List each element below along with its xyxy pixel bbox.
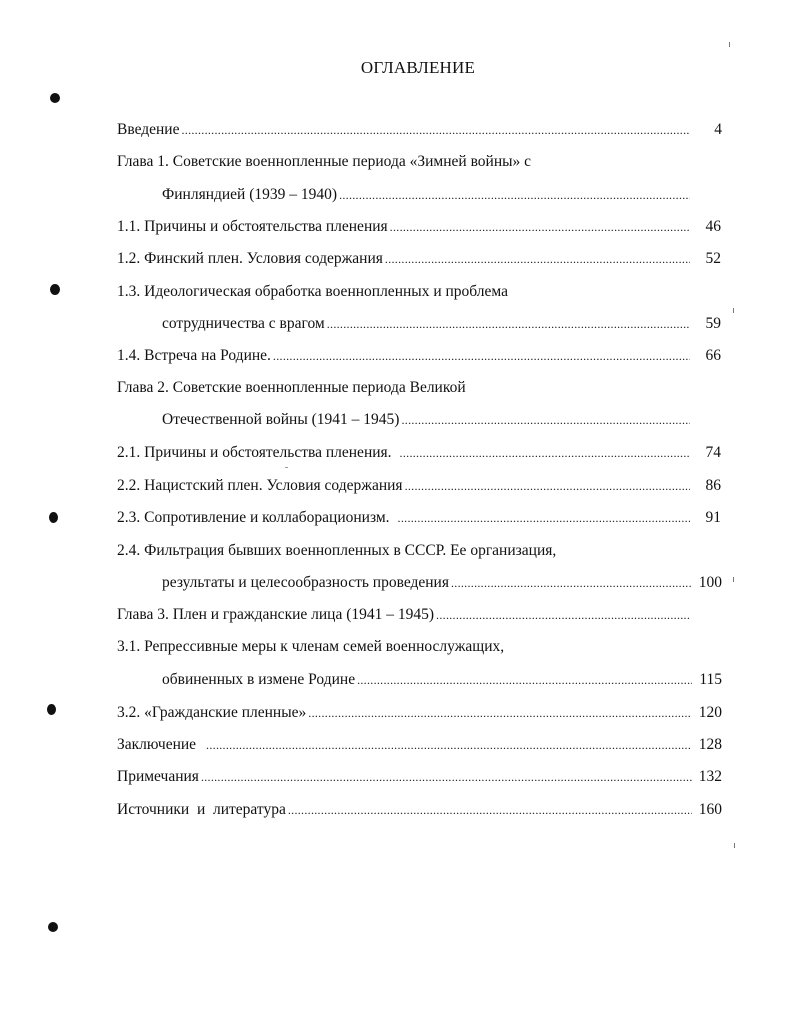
toc-entry xyxy=(0,572,793,594)
scan-speck xyxy=(734,843,735,848)
dot-leader xyxy=(308,702,692,724)
toc-entry xyxy=(0,734,793,756)
dot-leader xyxy=(273,345,690,367)
binding-hole-mark xyxy=(50,284,60,295)
toc-entry-title: 2.2. Нацистский плен. Условия содержания xyxy=(117,477,403,494)
scan-speck xyxy=(733,308,734,313)
binding-hole-mark xyxy=(47,704,56,715)
dot-leader xyxy=(327,313,690,335)
toc-entry xyxy=(0,507,793,529)
toc-entry-title: 3.1. Репрессивные меры к членам семей военнослужащих, xyxy=(117,638,505,655)
toc-entry-title: 1.1. Причины и обстоятельства пленения xyxy=(117,218,388,235)
toc-page-number: 120 xyxy=(698,704,722,721)
toc-entry xyxy=(0,540,793,562)
toc-entry-title: результаты и целесообразность проведения xyxy=(162,574,449,591)
toc-entry xyxy=(0,248,793,270)
toc-entry-title: 2.4. Фильтрация бывших военнопленных в СССР. Ее организация, xyxy=(117,542,557,559)
dot-leader xyxy=(398,507,690,529)
toc-entry xyxy=(0,216,793,238)
toc-entry xyxy=(0,409,793,431)
scan-speck xyxy=(733,577,734,582)
dot-leader xyxy=(390,216,690,238)
dot-leader xyxy=(436,604,690,626)
toc-entry-title: Глава 3. Плен и гражданские лица (1941 – 1945) xyxy=(117,606,435,623)
toc-page-number: 91 xyxy=(705,509,721,526)
toc-entry xyxy=(0,669,793,691)
toc-entry xyxy=(0,475,793,497)
toc-entry xyxy=(0,702,793,724)
toc-entry xyxy=(0,442,793,464)
toc-entry-title: 2.3. Сопротивление и коллаборационизм. xyxy=(117,509,390,526)
scan-speck xyxy=(729,42,730,47)
toc-entry xyxy=(0,636,793,658)
toc-entry-title: сотрудничества с врагом xyxy=(162,315,325,332)
toc-entry-title: обвиненных в измене Родине xyxy=(162,671,356,688)
toc-entry-title: Примечания xyxy=(117,768,199,785)
toc-entry xyxy=(0,313,793,335)
dot-leader xyxy=(451,572,692,594)
toc-entry-title: 1.2. Финский плен. Условия содержания xyxy=(117,250,383,267)
dot-leader xyxy=(401,409,690,431)
toc-page-number: 66 xyxy=(705,347,721,364)
scan-speck xyxy=(285,467,288,468)
toc-entry-title: 1.3. Идеологическая обработка военнопленных и проблема xyxy=(117,283,508,300)
toc-entry-title: 2.1. Причины и обстоятельства пленения. xyxy=(117,444,392,461)
toc-page-number: 46 xyxy=(705,218,721,235)
binding-hole-mark xyxy=(49,512,58,523)
toc-entry xyxy=(0,281,793,303)
dot-leader xyxy=(385,248,690,270)
toc-entry xyxy=(0,151,793,173)
dot-leader xyxy=(206,734,692,756)
dot-leader xyxy=(405,475,690,497)
toc-entry xyxy=(0,766,793,788)
toc-entry-title: Источники и литература xyxy=(117,801,286,818)
toc-entry xyxy=(0,377,793,399)
toc-entry xyxy=(0,184,793,206)
dot-leader xyxy=(201,766,692,788)
dot-leader xyxy=(339,184,690,206)
toc-page-number: 160 xyxy=(698,801,722,818)
toc-page-number: 4 xyxy=(714,121,722,138)
dot-leader xyxy=(288,799,692,821)
toc-entry xyxy=(0,604,793,626)
toc-entry xyxy=(0,345,793,367)
toc-entry xyxy=(0,119,793,141)
toc-title: ОГЛАВЛЕНИЕ xyxy=(360,58,476,77)
toc-entry-title: Отечественной войны (1941 – 1945) xyxy=(162,411,400,428)
toc-entry-title: Заключение xyxy=(117,736,197,753)
dot-leader xyxy=(357,669,692,691)
binding-hole-mark xyxy=(48,922,58,932)
toc-page-number: 52 xyxy=(705,250,721,267)
binding-hole-mark xyxy=(50,93,60,103)
dot-leader xyxy=(400,442,690,464)
toc-page-number: 132 xyxy=(698,768,722,785)
toc-entry-title: Финляндией (1939 – 1940) xyxy=(162,186,338,203)
toc-entry-title: 3.2. «Гражданские пленные» xyxy=(117,704,307,721)
toc-page-number: 74 xyxy=(705,444,721,461)
dot-leader xyxy=(181,119,690,141)
toc-page-number: 100 xyxy=(698,574,722,591)
toc-page-number: 128 xyxy=(698,736,722,753)
toc-entry-title: Глава 2. Советские военнопленные периода Великой xyxy=(117,379,466,396)
toc-entry-title: 1.4. Встреча на Родине. xyxy=(117,347,271,364)
toc-entry-title: Введение xyxy=(117,121,180,138)
toc-page-number: 59 xyxy=(705,315,721,332)
toc-page-number: 86 xyxy=(705,477,721,494)
toc-entry xyxy=(0,799,793,821)
toc-page-number: 115 xyxy=(699,671,722,688)
toc-entry-title: Глава 1. Советские военнопленные периода «Зимней войны» с xyxy=(117,153,532,170)
